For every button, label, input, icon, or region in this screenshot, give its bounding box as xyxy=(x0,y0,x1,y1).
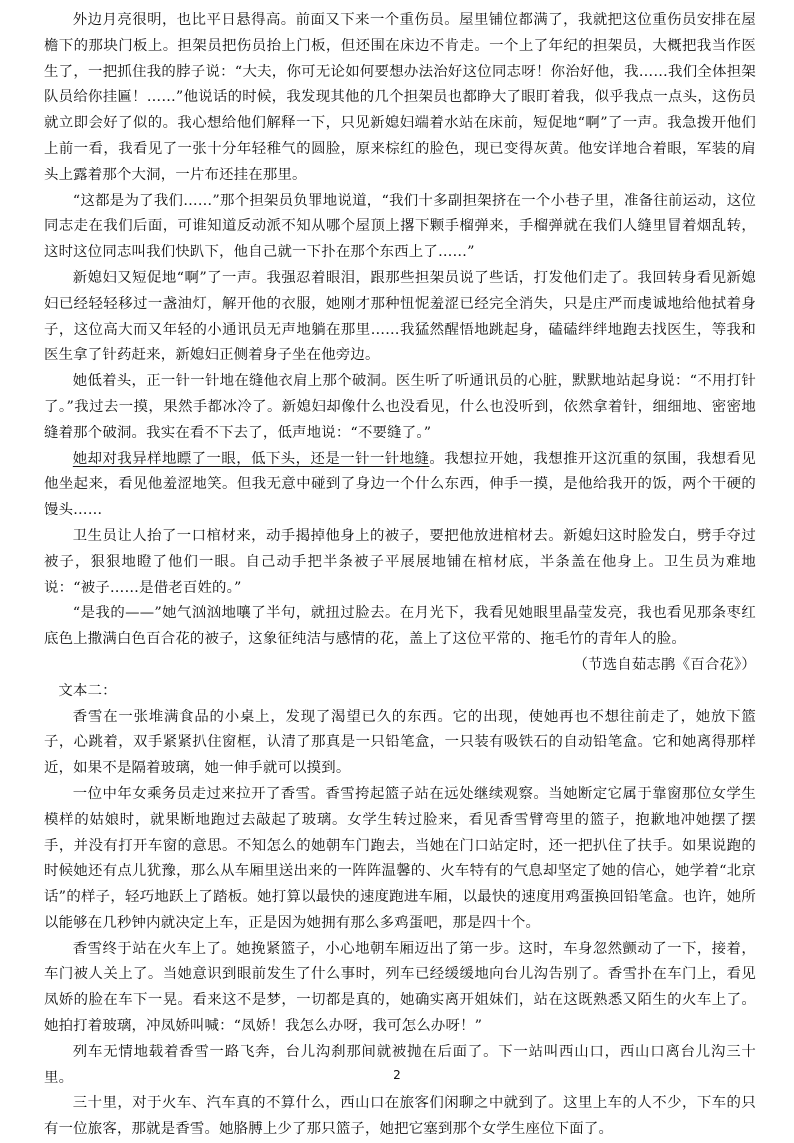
text2-paragraph-4: 列车无情地载着香雪一路飞奔，台儿沟刹那间就被抛在后面了。下一站叫西山口，西山口离台儿沟三十里。 xyxy=(44,1043,756,1086)
text2-paragraph-1: 香雪在一张堆满食品的小桌上，发现了渴望已久的东西。它的出现，使她再也不想往前走了，她放下篮子，心跳着，双手紧紧扒住窗框，认清了那真是一只铅笔盒，一只装有吸铁石的自动铅笔盒。它和她离得那样近，如果不是隔着玻璃，她一伸手就可以摸到。 xyxy=(44,708,756,777)
underlined-sentence: 她却对我异样地瞟了一眼，低下头，还是一针一针地缝 xyxy=(72,450,430,467)
text2-paragraph-5: 三十里，对于火车、汽车真的不算什么，西山口在旅客们闲聊之中就到了。这里上车的人不少，下车的只有一位旅客，那就是香雪。她胳膊上少了那只篮子，她把它塞到那个女学生座位下面了。 xyxy=(44,1095,756,1138)
text1-paragraph-5-rest: 。我想拉开她，我想推开这沉重的氛围，我想看见他坐起来，看见他羞涩地笑。但我无意中碰到了身边一个什么东西，伸手一摸，是他给我开的饭，两个干硬的馒头…… xyxy=(44,450,756,519)
text1-paragraph-5 xyxy=(44,447,756,524)
text1-paragraph-7: “是我的——”她气汹汹地嚷了半句，就扭过脸去。在月光下，我看见她眼里晶莹发亮，我也看见那条枣红底色上撒满白色百合花的被子，这象征纯洁与感情的花，盖上了这位平常的、拖毛竹的青年人的脸。 xyxy=(44,605,756,648)
text1-paragraph-6: 卫生员让人抬了一口棺材来，动手揭掉他身上的被子，要把他放进棺材去。新媳妇这时脸发白，劈手夺过被子，狠狠地瞪了他们一眼。自己动手把半条被子平展展地铺在棺材底，半条盖在他身上。卫生员为难地说：“被子……是借老百姓的。” xyxy=(44,527,756,596)
text1-paragraph-1: 外边月亮很明，也比平日悬得高。前面又下来一个重伤员。屋里铺位都满了，我就把这位重伤员安排在屋檐下的那块门板上。担架员把伤员抬上门板，但还围在床边不肯走。一个上了年纪的担架员，大概把我当作医生了，一把抓住我的脖子说：“大夫，你可无论如何要想办法治好这位同志呀！你治好他，我……我们全体担架队员给你挂匾！……”他说话的时候，我发现其他的几个担架员也都睁大了眼盯着我，似乎我点一点头，这伤员就立即会好了似的。我心想给他们解释一下，只见新媳妇端着水站在床前，短促地“啊”了一声。我急拨开他们上前一看，我看见了一张十分年轻稚气的圆脸，原来棕红的脸色，现已变得灰黄。他安详地合着眼，军装的肩头上露着那个大洞，一片布还挂在那里。 xyxy=(44,12,756,183)
text1-source-citation: （节选自茹志鹃《百合花》） xyxy=(573,656,756,673)
text2-section-label: 文本二： xyxy=(58,682,117,699)
article-body xyxy=(44,8,756,1143)
text1-paragraph-2: “这都是为了我们……”那个担架员负罪地说道，“我们十多副担架挤在一个小巷子里，准备往前运动，这位同志走在我们后面，可谁知道反动派不知从哪个屋顶上撂下颗手榴弹来，手榴弹就在我们人缝里冒着烟乱转，这时这位同志叫我们快趴下，他自己就一下扑在那个东西上了……” xyxy=(44,192,756,261)
text1-paragraph-3: 新媳妇又短促地“啊”了一声。我强忍着眼泪，跟那些担架员说了些话，打发他们走了。我回转身看见新媳妇已经轻轻移过一盏油灯，解开他的衣服，她刚才那种忸怩羞涩已经完全消失，只是庄严而虔诚地给他拭着身子，这位高大而又年轻的小通讯员无声地躺在那里……我猛然醒悟地跳起身，磕磕绊绊地跑去找医生，等我和医生拿了针药赶来，新媳妇正侧着身子坐在他旁边。 xyxy=(44,269,756,364)
text1-paragraph-4: 她低着头，正一针一针地在缝他衣肩上那个破洞。医生听了听通讯员的心脏，默默地站起身说：“不用打针了。”我过去一摸，果然手都冰冷了。新媳妇却像什么也没看见，什么也没听到，依然拿着针，细细地、密密地缝着那个破洞。我实在看不下去了，低声地说：“不要缝了。” xyxy=(44,373,756,441)
page-number: 2 xyxy=(393,1068,401,1082)
text2-paragraph-2: 一位中年女乘务员走过来拉开了香雪。香雪挎起篮子站在远处继续观察。当她断定它属于靠窗那位女学生模样的姑娘时，就果断地跑过去敲起了玻璃。女学生转过脸来，看见香雪臂弯里的篮子，抱歉地冲她摆了摆手，并没有打开车窗的意思。不知怎么的她朝车门跑去，当她在门口站定时，还一把扒住了扶手。如果说跑的时候她还有点儿犹豫，那么从车厢里送出来的一阵阵温馨的、火车特有的气息却坚定了她的信心，她学着“北京话”的样子，轻巧地跃上了踏板。她打算以最快的速度跑进车厢，以最快的速度用鸡蛋换回铅笔盒。也许，她所以能够在几秒钟内就决定上车，正是因为她拥有那么多鸡蛋吧，那是四十个。 xyxy=(44,785,756,931)
text2-paragraph-3: 香雪终于站在火车上了。她挽紧篮子，小心地朝车厢迈出了第一步。这时，车身忽然颤动了一下，接着，车门被人关上了。当她意识到眼前发生了什么事时，列车已经缓缓地向台儿沟告别了。香雪扑在车门上，看见凤娇的脸在车下一晃。看来这不是梦，一切都是真的，她确实离开姐妹们，站在这既熟悉又陌生的火车上了。她拍打着玻璃，冲凤娇叫喊：“凤娇！我怎么办呀，我可怎么办呀！” xyxy=(44,940,756,1035)
